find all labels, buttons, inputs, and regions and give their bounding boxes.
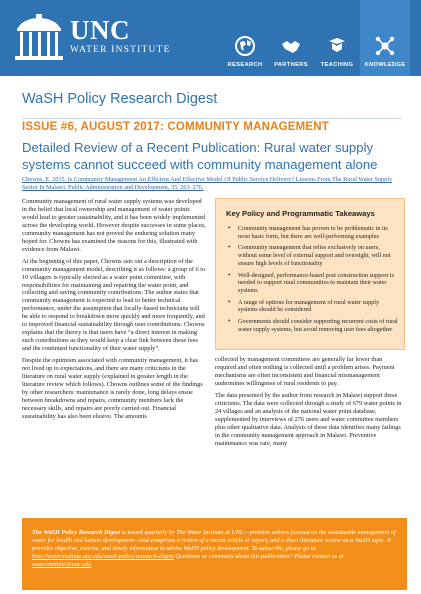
brand-main: UNC: [70, 15, 130, 45]
digest-title: WaSH Policy Research Digest: [22, 91, 218, 107]
citation-link[interactable]: Chowns, E. 2015. Is Community Management An Efficient And Effective Model Of Public Service Delivery? Lessons From The Rural Water Supply Sector In Malawi. Public Administration and Development, 35, 263–276.: [22, 176, 393, 191]
paragraph: Despite the optimism associated with community management, it has not lived up to expectations, and there are many criticisms in the literature on rural water supply (explained in greater length in the literature review which follows). Chowns outlines some of the findings by other researchers: maintenance is rarely done, long delays ensue between breakdowns and repairs, community members lack the necessary skills, and repairs are poorly carried out. Financial sustainability has also been elusive. The amounts: [22, 357, 203, 420]
paragraph: At the beginning of this paper, Chowns sets out a description of the community management model, describing it as follows: a group of 6 to 10 villagers is typically elected as a water point committee, with responsibilities for maintaining and repairing the water point, and collecting and saving community contributions. The author states that community management is expected to lead to better technical performance, under the assumption that locally-based technicians will be able to respond to breakdown more quickly and more frequently, and to improved financial sustainability through user contributions. Chowns explains that the theory is that users have “a direct interest in making such contributions as they would keep a clear link between these fees and the continued functionality of their water supply”.: [22, 257, 206, 353]
contact-email-link[interactable]: waterinstitute@unc.edu: [32, 561, 92, 568]
paragraph: Community management of rural water supply systems was developed in the belief that local ownership and management of water points would lead to greater sustainability, and it has been widely implemented across the developing world. However despite successes in some places, community management has not proved the enduring solution many hoped for. Chowns has examined the reasons for this, illustrated with evidence from Malawi.: [22, 198, 206, 253]
site-header: [0, 0, 421, 76]
nav-knowledge-label: KNOWLEDGE: [364, 62, 406, 68]
globe-icon: [234, 35, 256, 57]
takeaway-item: • Community management has proven to be problematic in its most basic form, but there are well-performing examples: [226, 225, 398, 240]
teaching-icon: [326, 35, 348, 57]
nav-teaching-label: TEACHING: [320, 62, 354, 68]
body-column-left: [22, 198, 207, 425]
footer-text-2: Questions or comments about this publication? Please contact us at: [173, 553, 344, 560]
paragraph: collected by management committees are generally far lower than required and often nothing is collected until a problem arises. Payment mechanisms are often inconsistent and financial mismanagement undermines willingness of rural residents to pay.: [215, 356, 395, 387]
takeaways-title: Key Policy and Programmatic Takeaways: [226, 209, 375, 218]
issue-label: ISSUE #6, AUGUST 2017: COMMUNITY MANAGEMENT: [22, 121, 330, 133]
article-title: Detailed Review of a Recent Publication: Rural water supply systems cannot succeed with community management alone: [22, 140, 378, 172]
network-icon: [374, 35, 396, 57]
takeaway-item: • A range of options for management of rural water supply systems should be considered: [226, 299, 398, 314]
takeaways-box: [215, 198, 405, 350]
brand-sub: WATER INSTITUTE: [70, 45, 171, 55]
old-well-logo[interactable]: [12, 14, 66, 64]
takeaway-item: • Well-designed, performance-based post construction support is needed to support rural communities to maintain their water systems: [226, 272, 398, 295]
paragraph: The data presented by the author from research in Malawi support these criticisms. The data were collected through a study of 679 water points in 24 villages and an analysis of the national water point database, supplemented by interviews of 276 users and water committee members plus other qualitative data. Analysis of these data identifies many failings in the community management approach in Malawi. Preventive maintenance was rare, many: [215, 391, 402, 447]
footer-lead: The WaSH Policy Research Digest: [32, 529, 121, 536]
brand[interactable]: [70, 17, 171, 55]
takeaway-item: • Governments should consider supporting recurrent costs of rural water supply systems, but avoid removing user fees altogether: [226, 318, 398, 333]
body-column-right: [215, 356, 405, 451]
nav-research-label: RESEARCH: [227, 62, 263, 68]
nav-teaching[interactable]: [314, 0, 360, 76]
footer-text-1: is issued quarterly by The Water Institute at UNC—problem solvers focused on the sustainable management of water for health and human development—and comprises a review of a recent article or report, and a short literature review on a WaSH topic. It provides objective, concise, and timely information to advise WaSH policy development. To subscribe, please go to: [32, 529, 396, 552]
footer-text-3: .: [91, 561, 93, 568]
footer-banner: [22, 518, 407, 590]
takeaway-item: • Community management that relies exclusively on users, without some level of external support and oversight, will not ensure high levels of functionality: [226, 244, 398, 267]
divider: [22, 118, 402, 119]
nav-research[interactable]: [222, 0, 268, 76]
nav-partners-label: PARTNERS: [274, 62, 308, 68]
takeaways-list: [226, 225, 398, 337]
footer-text: [32, 529, 398, 569]
handshake-icon: [280, 35, 302, 57]
nav-knowledge[interactable]: [360, 0, 410, 76]
subscribe-link[interactable]: http://waterinstitute.unc.edu/wash-policy-research-digest: [32, 553, 174, 560]
nav-partners[interactable]: [268, 0, 314, 76]
